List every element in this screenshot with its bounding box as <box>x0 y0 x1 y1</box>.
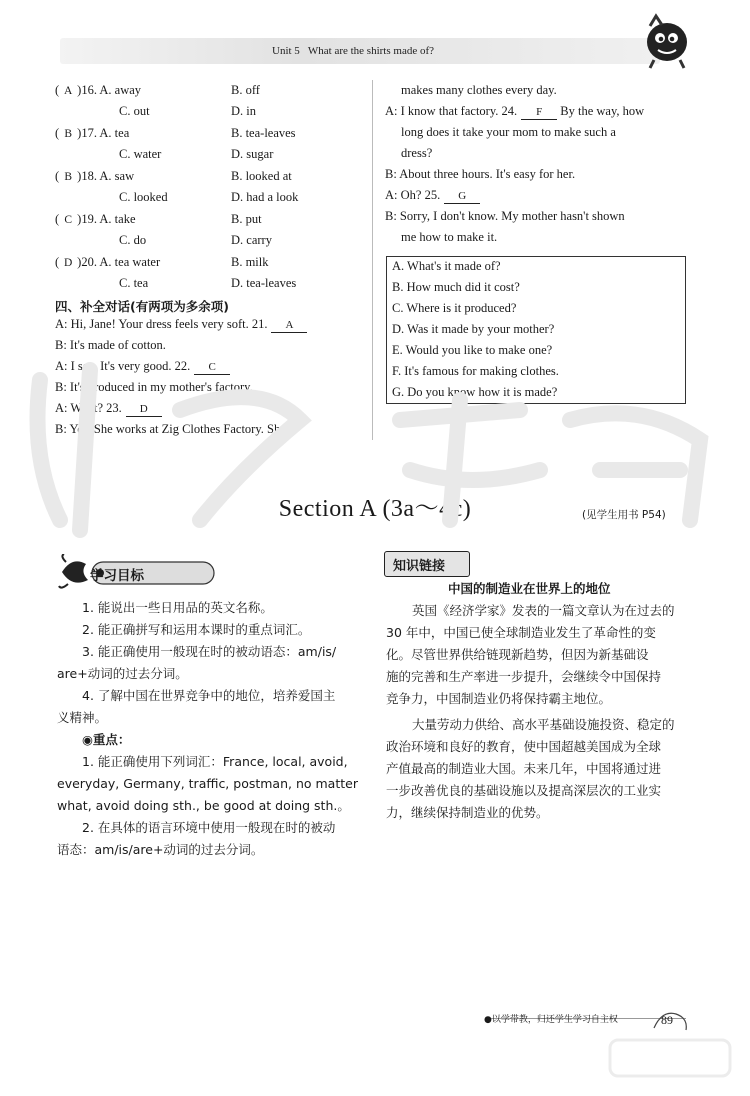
option-c: C. looked <box>119 190 168 204</box>
knowledge-text <box>386 600 675 824</box>
line-text: A: Hi, Jane! Your dress feels very soft. 21. <box>55 317 268 331</box>
section-title: Section A (3a～4c) <box>278 496 472 522</box>
q-num: 19 <box>81 212 94 226</box>
option-d: D. in <box>231 104 256 118</box>
mcq-item-20: ( D )20. A. tea water <box>55 252 160 274</box>
option-item: C. Where is it produced? <box>392 301 517 315</box>
blank-25: G <box>444 189 480 204</box>
key-item: 语态：am/is/are+动词的过去分词。 <box>57 842 264 857</box>
key-item: 2. 在具体的语言环境中使用一般现在时的被动 <box>82 820 336 835</box>
dialogue-right <box>385 80 644 248</box>
option-b: B. looked at <box>231 169 292 183</box>
dialogue-line <box>385 101 644 122</box>
unit-label: Unit 5 <box>272 45 300 57</box>
dialogue-line: B: It's made of cotton. <box>55 338 166 352</box>
option-c: C. do <box>119 233 147 247</box>
dialogue-line: B: It's produced in my mother's factory. <box>55 380 253 394</box>
knowledge-line: 30 年中，中国已使全球制造业发生了革命性的变 <box>386 625 656 640</box>
answer: C <box>64 214 72 226</box>
key-item: everyday, Germany, traffic, postman, no matter <box>57 776 358 791</box>
dialogue-line: long does it take your mom to make such a <box>401 125 616 139</box>
options-box <box>386 256 686 404</box>
goal-item: 义精神。 <box>57 710 108 725</box>
key-item: what, avoid doing sth., be good at doing sth.。 <box>57 798 350 813</box>
mcq-item-17: ( B )17. A. tea <box>55 123 129 145</box>
dialogue-line <box>55 314 307 335</box>
footer-slogan: ●以学带教，归还学生学习自主权 <box>484 1015 618 1025</box>
mcq-item-16: ( A )16. A. away <box>55 80 141 102</box>
option-d: D. sugar <box>231 147 274 161</box>
line-text: A: I know that factory. 24. <box>385 104 518 118</box>
option-c: C. water <box>119 147 162 161</box>
knowledge-line: 化。尽管世界供给链现新趋势，但因为新基础设 <box>386 647 649 662</box>
knowledge-line: 英国《经济学家》发表的一篇文章认为在过去的 <box>412 603 675 618</box>
answer: B <box>64 171 72 183</box>
line-text: A: What? 23. <box>55 401 122 415</box>
option-item: B. How much did it cost? <box>392 280 520 294</box>
goal-badge-label: 学习目标 <box>90 568 144 584</box>
option-b: B. tea-leaves <box>231 126 296 140</box>
goal-item: 1. 能说出一些日用品的英文名称。 <box>82 600 273 615</box>
goal-item: 2. 能正确拼写和运用本课时的重点词汇。 <box>82 622 311 637</box>
option-d: D. carry <box>231 233 272 247</box>
unit-title: What are the shirts made of? <box>307 45 435 57</box>
answer: D <box>64 257 73 269</box>
answer: A <box>64 85 73 97</box>
goal-item: are+动词的过去分词。 <box>57 666 188 681</box>
key-points-label: ◉重点： <box>82 732 131 747</box>
dialogue-line <box>55 356 307 377</box>
option-a: A. away <box>99 83 142 97</box>
q-num: 17 <box>81 126 94 140</box>
dialogue-line: B: About three hours. It's easy for her. <box>385 167 576 181</box>
option-item: F. It's famous for making clothes. <box>392 364 559 378</box>
blank-22: C <box>194 360 230 375</box>
option-a: A. take <box>99 212 136 226</box>
mcq-block <box>55 80 375 295</box>
goal-item: 4. 了解中国在世界竞争中的地位，培养爱国主 <box>82 688 336 703</box>
knowledge-line: 一步改善优良的基础设施以及提高深层次的工业实 <box>386 783 662 798</box>
option-a: A. saw <box>99 169 135 183</box>
knowledge-line: 施的完善和生产率进一步提升，会继续令中国保持 <box>386 669 662 684</box>
dialogue-line <box>385 185 644 206</box>
knowledge-title: 中国的制造业在世界上的地位 <box>448 581 611 596</box>
knowledge-line: 产值最高的制造业大国。未来几年，中国将通过进 <box>386 761 662 776</box>
dialogue-left <box>55 314 307 440</box>
section4-heading: 四、补全对话(有两项为多余项) <box>55 299 229 314</box>
knowledge-line: 大量劳动力供给、高水平基础设施投资、稳定的 <box>412 717 675 732</box>
answer: B <box>64 128 72 140</box>
dialogue-line: B: Sorry, I don't know. My mother hasn't shown <box>385 209 625 223</box>
dialogue-line: makes many clothes every day. <box>401 83 557 97</box>
option-d: D. had a look <box>231 190 299 204</box>
option-b: B. off <box>231 83 260 97</box>
knowledge-line: 竞争力，中国制造业仍将保持霸主地位。 <box>386 691 612 706</box>
blank-23: D <box>126 402 162 417</box>
knowledge-line: 政治环境和良好的教育，使中国超越美国成为全球 <box>386 739 662 754</box>
dialogue-line: me how to make it. <box>401 230 498 244</box>
knowledge-line: 力，继续保持制造业的优势。 <box>386 805 549 820</box>
key-item: 1. 能正确使用下列词汇：France, local, avoid, <box>82 754 348 769</box>
mcq-item-18: ( B )18. A. saw <box>55 166 134 188</box>
q-num: 20 <box>81 255 94 269</box>
mascot-icon <box>640 12 695 70</box>
line-text: A: Oh? 25. <box>385 188 441 202</box>
knowledge-badge <box>384 551 470 577</box>
student-book-ref: (见学生用书 P54) <box>582 509 666 521</box>
page-number: 89 <box>661 1013 673 1027</box>
option-c: C. tea <box>119 276 149 290</box>
option-a: A. tea <box>99 126 130 140</box>
option-item: G. Do you know how it is made? <box>392 385 558 399</box>
dialogue-line: dress? <box>401 146 433 160</box>
option-b: B. milk <box>231 255 269 269</box>
blank-21: A <box>271 318 307 333</box>
column-divider <box>372 80 373 440</box>
dialogue-line: B: Yes. She works at Zig Clothes Factory. She <box>55 422 286 436</box>
option-a: A. tea water <box>99 255 161 269</box>
page-swirl-icon <box>652 1008 692 1034</box>
option-item: D. Was it made by your mother? <box>392 322 555 336</box>
knowledge-badge-label: 知识链接 <box>393 559 446 574</box>
option-c: C. out <box>119 104 150 118</box>
goals-block <box>57 597 358 861</box>
mcq-item-19: ( C )19. A. take <box>55 209 136 231</box>
blank-24: F <box>521 105 557 120</box>
option-item: A. What's it made of? <box>392 259 501 273</box>
dialogue-line <box>55 398 307 419</box>
line-text: By the way, how <box>560 104 645 118</box>
q-num: 18 <box>81 169 94 183</box>
line-text: A: I see. It's very good. 22. <box>55 359 191 373</box>
option-item: E. Would you like to make one? <box>392 343 553 357</box>
page-header <box>272 45 434 57</box>
option-d: D. tea-leaves <box>231 276 297 290</box>
q-num: 16 <box>81 83 94 97</box>
option-b: B. put <box>231 212 262 226</box>
goal-item: 3. 能正确使用一般现在时的被动语态：am/is/ <box>82 644 337 659</box>
